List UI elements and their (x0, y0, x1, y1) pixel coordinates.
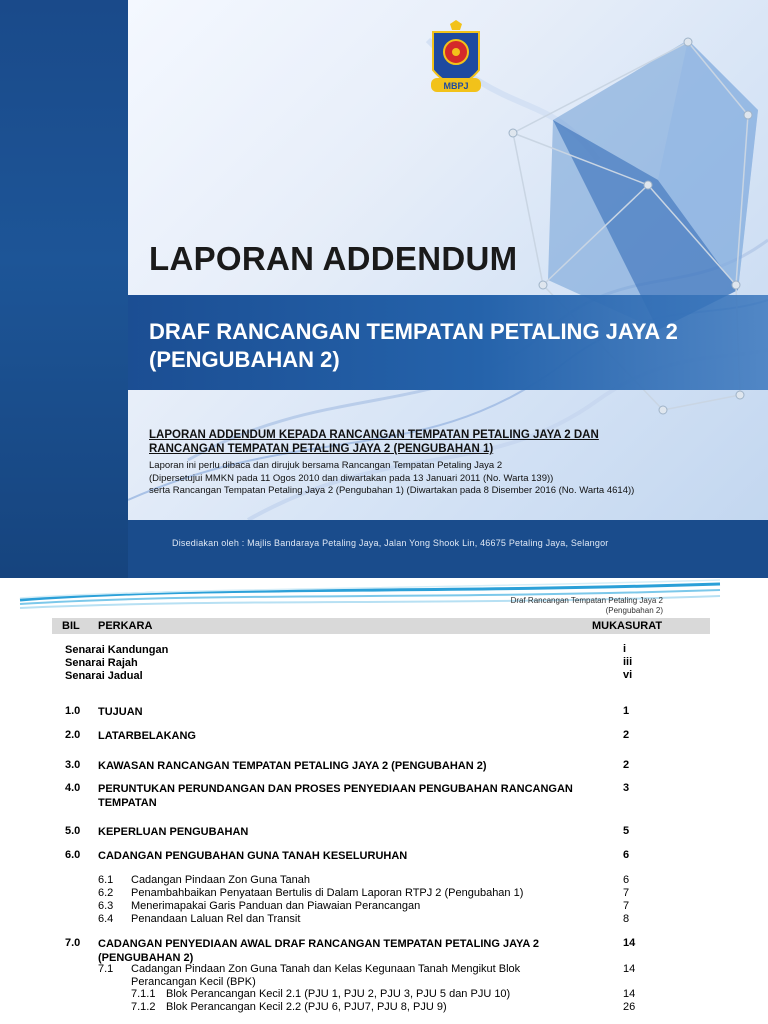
column-header-perkara: PERKARA (98, 620, 153, 632)
column-header-mukasurat: MUKASURAT (592, 620, 663, 632)
addendum-subtitle: LAPORAN ADDENDUM KEPADA RANCANGAN TEMPATAN PETALING JAYA 2 DAN RANCANGAN TEMPATAN PETALING JAYA 2 (PENGUBAHAN 1) (149, 429, 599, 455)
toc-header-row (52, 618, 710, 634)
toc-number: 2.0 (65, 729, 81, 741)
cover-title: LAPORAN ADDENDUM (149, 240, 518, 277)
toc-page-number: 7 (623, 887, 630, 899)
toc-number: 6.0 (65, 849, 81, 861)
toc-sub-number: 6.2 (98, 887, 114, 899)
toc-label: Senarai Kandungan (65, 644, 169, 656)
running-head-title: Draf Rancangan Tempatan Petaling Jaya 2 (510, 596, 663, 605)
toc-page-number: i (623, 643, 627, 655)
table-of-contents-page (0, 578, 768, 1024)
toc-number: 1.0 (65, 705, 81, 717)
toc-page-number: 2 (623, 759, 630, 771)
toc-number: 5.0 (65, 825, 81, 837)
description-line: Laporan ini perlu dibaca dan dirujuk bersama Rancangan Tempatan Petaling Jaya 2 (149, 460, 503, 471)
description-line: (Dipersetujui MMKN pada 11 Ogos 2010 dan diwartakan pada 13 Januari 2011 (No. Warta 139)) (149, 472, 554, 484)
toc-number: 7.0 (65, 937, 81, 949)
toc-page-number: 26 (623, 1001, 636, 1013)
toc-page-number: vi (623, 669, 633, 681)
toc-label: Senarai Rajah (65, 657, 138, 669)
toc-page-number: 14 (623, 988, 636, 1000)
toc-sub-number: 7.1.1 (131, 988, 156, 1000)
toc-page-number: 14 (623, 963, 636, 975)
toc-page-number: 8 (623, 913, 630, 925)
toc-page-number: 1 (623, 705, 630, 717)
toc-page-number: 2 (623, 729, 630, 741)
toc-sub-label: Blok Perancangan Kecil 2.2 (PJU 6, PJU7, PJU 8, PJU 9) (166, 1001, 447, 1013)
toc-sub-label: Penandaan Laluan Rel dan Transit (131, 913, 301, 925)
running-head (511, 596, 663, 616)
toc-sub-label: Menerimapakai Garis Panduan dan Piawaian Perancangan (131, 900, 421, 912)
prepared-by-text: Disediakan oleh : Majlis Bandaraya Petaling Jaya, Jalan Yong Shook Lin, 46675 Petaling Jaya, Selangor (172, 538, 609, 548)
toc-sub-number: 6.3 (98, 900, 114, 912)
toc-sub-number: 7.1 (98, 963, 114, 975)
column-header-bil: BIL (62, 620, 80, 632)
toc-label: CADANGAN PENGUBAHAN GUNA TANAH KESELURUHAN (98, 850, 408, 862)
toc-label: KEPERLUAN PENGUBAHAN (98, 826, 249, 838)
toc-number: 4.0 (65, 782, 81, 794)
toc-sub-label: Cadangan Pindaan Zon Guna Tanah (131, 874, 310, 886)
toc-sub-number: 6.1 (98, 874, 114, 886)
toc-label: KAWASAN RANCANGAN TEMPATAN PETALING JAYA 2 (PENGUBAHAN 2) (98, 760, 487, 772)
draf-title: DRAF RANCANGAN TEMPATAN PETALING JAYA 2 (PENGUBAHAN 2) (149, 319, 678, 372)
running-head-subtitle: (Pengubahan 2) (605, 606, 663, 615)
addendum-description (149, 460, 669, 498)
toc-label: TUJUAN (98, 706, 143, 718)
toc-sub-label: Penambahbaikan Penyataan Bertulis di Dalam Laporan RTPJ 2 (Pengubahan 1) (131, 887, 524, 899)
cover-left-strip (0, 0, 128, 578)
toc-page-number: 6 (623, 874, 630, 886)
toc-page-number: 7 (623, 900, 630, 912)
svg-text:MBPJ: MBPJ (443, 81, 469, 91)
toc-sub-number: 7.1.2 (131, 1001, 156, 1013)
toc-label: CADANGAN PENYEDIAAN AWAL DRAF RANCANGAN TEMPATAN PETALING JAYA 2 (PENGUBAHAN 2) (98, 938, 540, 964)
description-line: serta Rancangan Tempatan Petaling Jaya 2 (Pengubahan 1) (Diwartakan pada 8 Disember 2016 (No. Warta 4614)) (149, 485, 635, 496)
toc-page-number: 6 (623, 849, 630, 861)
toc-page-number: 3 (623, 782, 630, 794)
toc-label: Senarai Jadual (65, 670, 143, 682)
toc-page-number: 5 (623, 825, 630, 837)
mbpj-logo (425, 20, 487, 102)
toc-label: LATARBELAKANG (98, 730, 196, 742)
toc-sub-number: 6.4 (98, 913, 114, 925)
cover-footer-band (128, 520, 768, 578)
toc-sub-label: Cadangan Pindaan Zon Guna Tanah dan Kelas Kegunaan Tanah Mengikut Blok Perancangan Kecil (BPK) (131, 963, 521, 988)
toc-number: 3.0 (65, 759, 81, 771)
toc-page-number: iii (623, 656, 633, 668)
toc-sub-label: Blok Perancangan Kecil 2.1 (PJU 1, PJU 2, PJU 3, PJU 5 dan PJU 10) (166, 988, 511, 1000)
toc-label: PERUNTUKAN PERUNDANGAN DAN PROSES PENYEDIAAN PENGUBAHAN RANCANGAN TEMPATAN (98, 783, 573, 809)
toc-page-number: 14 (623, 937, 636, 949)
